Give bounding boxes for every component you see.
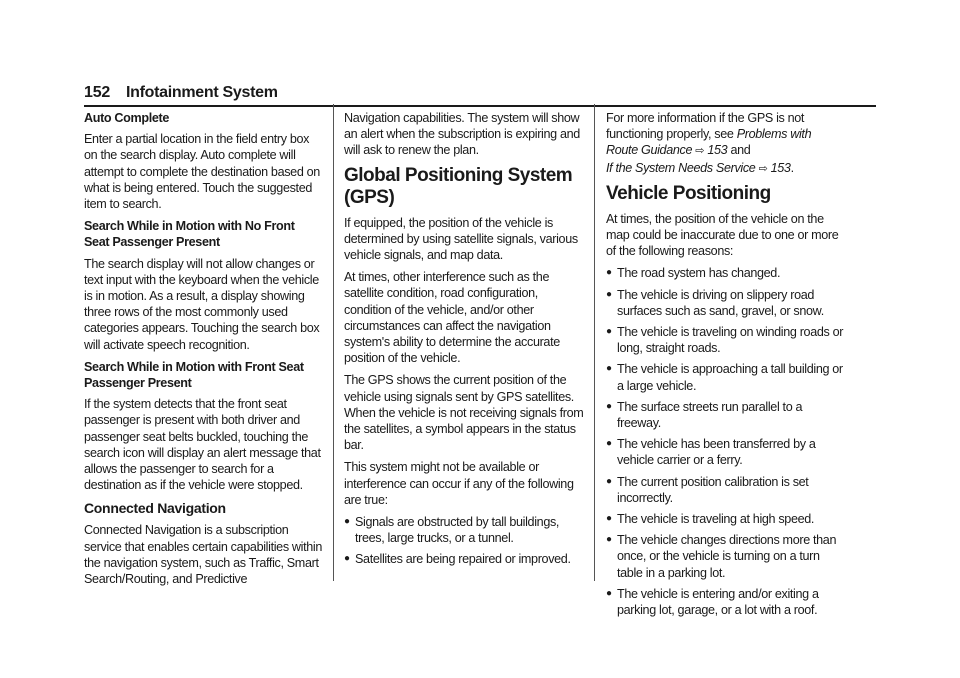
page-header bbox=[84, 84, 876, 106]
column-3 bbox=[606, 110, 846, 623]
bullet-icon: ● bbox=[606, 326, 612, 338]
list-item bbox=[606, 361, 846, 393]
list-item bbox=[606, 287, 846, 319]
list-item bbox=[606, 532, 846, 581]
bullet-icon: ● bbox=[606, 534, 612, 546]
vehicle-positioning-heading: Vehicle Positioning bbox=[606, 182, 771, 204]
list-item-text: The vehicle is traveling on winding roads or long, straight roads. bbox=[617, 325, 844, 356]
list-item bbox=[344, 514, 584, 546]
problems-route-guidance-page-link[interactable]: 153 bbox=[707, 143, 728, 158]
list-item bbox=[344, 551, 584, 567]
list-item-text: The vehicle is entering and/or exiting a parking lot, garage, or a lot with a roof. bbox=[617, 586, 819, 618]
more-info-paragraph bbox=[606, 110, 846, 177]
column-divider bbox=[594, 104, 595, 581]
list-item bbox=[606, 586, 846, 618]
bullet-icon: ● bbox=[344, 553, 350, 565]
bullet-icon: ● bbox=[606, 363, 612, 375]
list-item bbox=[606, 511, 846, 527]
gps-paragraph-3: The GPS shows the current position of the vehicle using signals sent by GPS satellites. When the vehicle is not receiving signals from the satellites, a symbol appears in the status bar. bbox=[344, 373, 584, 453]
bullet-icon: ● bbox=[606, 400, 612, 412]
column-2 bbox=[344, 110, 584, 573]
front-passenger-heading: Search While in Motion with Front Seat Passenger Present bbox=[84, 359, 304, 391]
connected-navigation-continued: Navigation capabilities. The system will show an alert when the subscription is expiring and will ask to renew the plan. bbox=[344, 111, 580, 158]
list-item-text: The road system has changed. bbox=[617, 266, 781, 281]
list-item-text: The surface streets run parallel to a freeway. bbox=[617, 399, 803, 431]
list-item-text: The vehicle is traveling at high speed. bbox=[617, 512, 815, 527]
auto-complete-heading: Auto Complete bbox=[84, 111, 170, 125]
list-item bbox=[606, 436, 846, 468]
list-item bbox=[606, 399, 846, 431]
page-arrow-icon: ⇨ bbox=[758, 162, 768, 175]
bullet-icon: ● bbox=[606, 513, 612, 525]
bullet-icon: ● bbox=[606, 288, 612, 300]
gps-paragraph-2: At times, other interference such as the satellite condition, road configuration, condition of the vehicle, and/or other circumstances can affect the navigation system's ability to determine the accurate position of the vehicle. bbox=[344, 270, 560, 366]
and-text: and bbox=[730, 143, 751, 158]
header-rule bbox=[84, 105, 876, 107]
gps-paragraph-4: This system might not be available or interference can occur if any of the following are true: bbox=[344, 460, 574, 507]
gps-paragraph-1: If equipped, the position of the vehicle is determined by using satellite signals, various vehicle signals, and map data. bbox=[344, 215, 578, 263]
bullet-icon: ● bbox=[606, 267, 612, 279]
list-item-text: Satellites are being repaired or improved. bbox=[355, 552, 571, 567]
bullet-icon: ● bbox=[606, 438, 612, 450]
column-divider bbox=[333, 104, 334, 581]
bullet-icon: ● bbox=[606, 587, 612, 599]
column-1 bbox=[84, 110, 322, 593]
list-item-text: The vehicle is approaching a tall building or a large vehicle. bbox=[617, 362, 843, 393]
gps-bullet-list bbox=[344, 514, 584, 568]
vehicle-positioning-list bbox=[606, 265, 846, 618]
list-item bbox=[606, 324, 846, 356]
list-item bbox=[606, 265, 846, 281]
no-front-passenger-text: The search display will not allow changes or text input with the keyboard when the vehicle is in motion. As a result, a display showing three rows of the most commonly used categories appears. Touching the search box will activate speech recognition. bbox=[84, 256, 320, 352]
period: . bbox=[790, 160, 794, 175]
section-title: Infotainment System bbox=[126, 84, 278, 101]
system-needs-service-link[interactable]: If the System Needs Service bbox=[606, 160, 756, 175]
auto-complete-text: Enter a partial location in the field entry box on the search display. Auto complete will attempt to complete the destination based on what is being entered. Touch the suggested item to search. bbox=[84, 132, 320, 212]
vehicle-positioning-text: At times, the position of the vehicle on the map could be inaccurate due to one or more of the following reasons: bbox=[606, 211, 839, 259]
front-passenger-text: If the system detects that the front seat passenger is present with both driver and passenger seat belts buckled, touching the search icon will display an alert message that allows the passenger to search for a destination as if the vehicle were stopped. bbox=[84, 397, 321, 493]
connected-navigation-text: Connected Navigation is a subscription service that enables certain capabilities within the navigation system, such as Traffic, Smart Search/Routing, and Predictive bbox=[84, 523, 323, 587]
connected-navigation-heading: Connected Navigation bbox=[84, 500, 226, 517]
system-needs-service-page-link[interactable]: 153 bbox=[770, 160, 791, 175]
bullet-icon: ● bbox=[344, 516, 350, 528]
list-item-text: Signals are obstructed by tall buildings, trees, large trucks, or a tunnel. bbox=[355, 515, 560, 546]
bullet-icon: ● bbox=[606, 475, 612, 487]
more-info-lead: For more information if the GPS is not functioning properly, see bbox=[606, 111, 805, 142]
gps-heading: Global Positioning System (GPS) bbox=[344, 164, 573, 208]
list-item-text: The vehicle is driving on slippery road surfaces such as sand, gravel, or snow. bbox=[617, 287, 824, 318]
no-front-passenger-heading: Search While in Motion with No Front Seat Passenger Present bbox=[84, 219, 295, 250]
list-item-text: The current position calibration is set incorrectly. bbox=[617, 474, 809, 505]
problems-route-guidance-link[interactable]: Problems with Route Guidance bbox=[606, 127, 812, 158]
page-number: 152 bbox=[84, 84, 111, 101]
list-item bbox=[606, 474, 846, 506]
list-item-text: The vehicle changes directions more than once, or the vehicle is turning on a turn table in a parking lot. bbox=[617, 533, 837, 580]
list-item-text: The vehicle has been transferred by a vehicle carrier or a ferry. bbox=[617, 437, 816, 468]
page-arrow-icon: ⇨ bbox=[695, 145, 705, 158]
